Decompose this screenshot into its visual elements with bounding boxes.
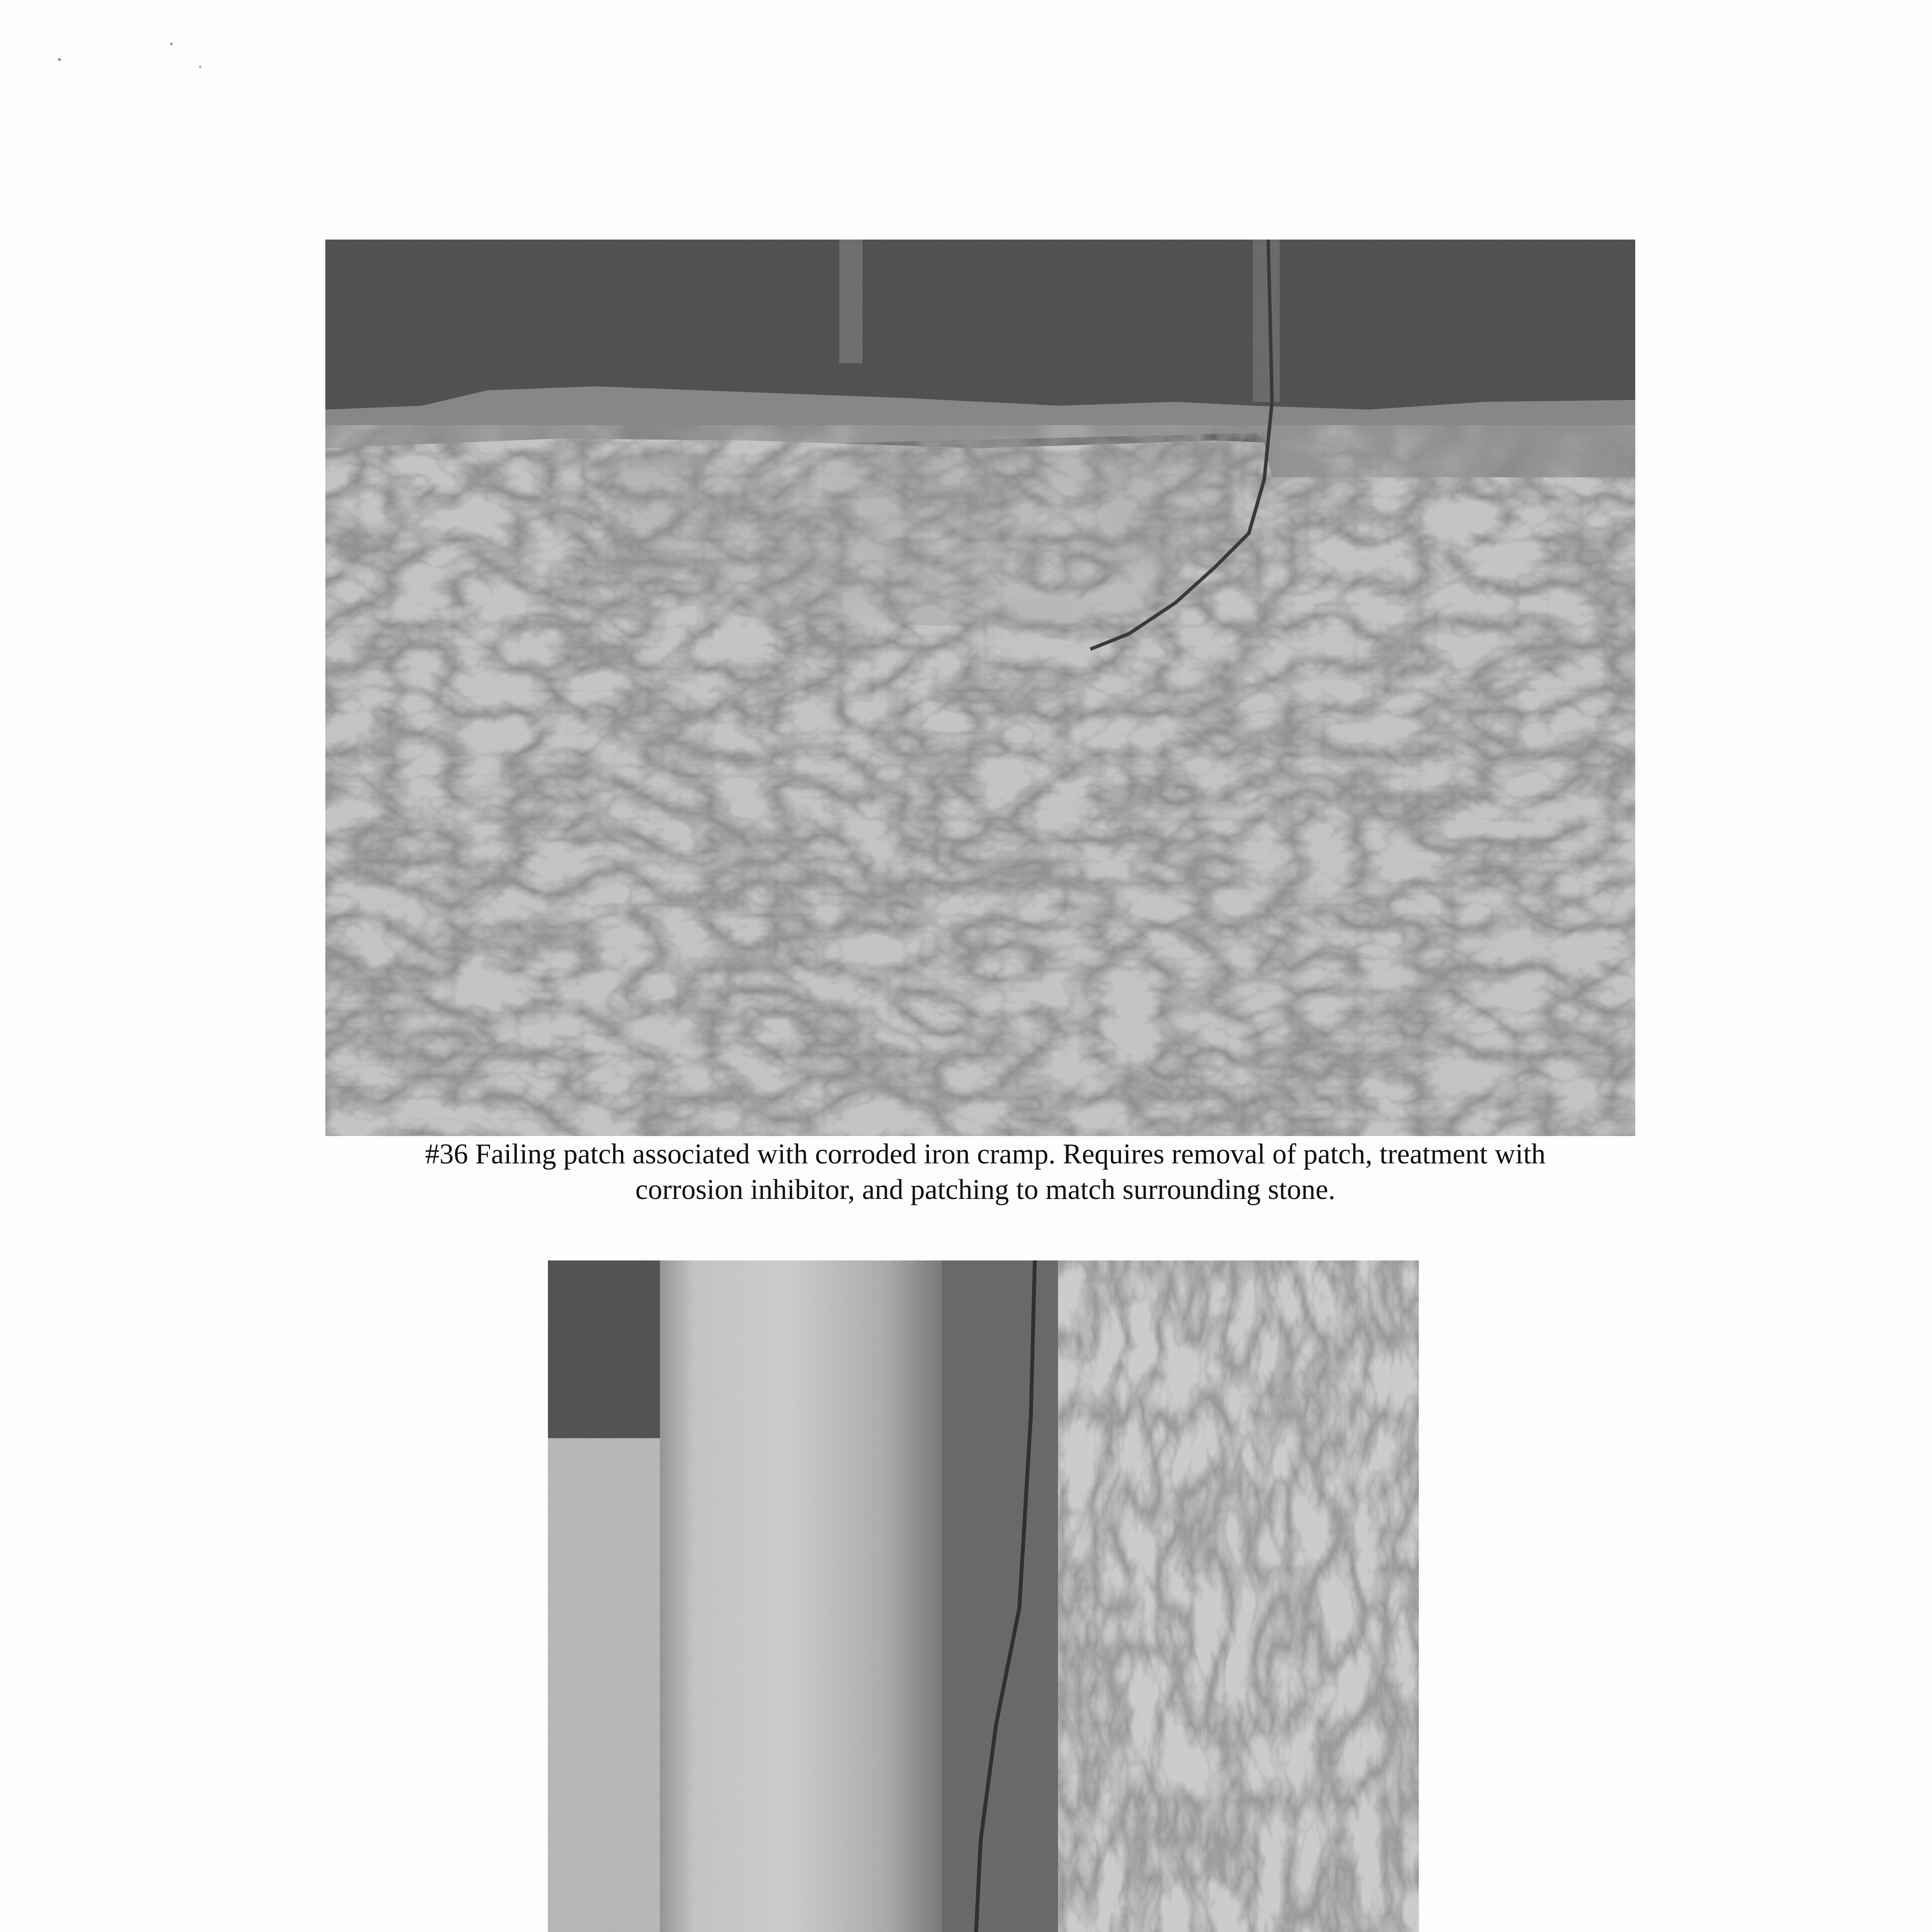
caption-figure-36-line1: #36 Failing patch associated with corroded iron cramp. Requires removal of patch, treatment with (425, 1138, 1546, 1170)
scan-speck (170, 43, 173, 45)
caption-figure-36-line2: corrosion inhibitor, and patching to match surrounding stone. (635, 1174, 1335, 1206)
photo-failing-patch (325, 240, 1635, 1136)
photo-cracked-stone-downspout-image (548, 1260, 1419, 1932)
scan-speck (58, 58, 61, 61)
photo-failing-patch-image (325, 240, 1635, 1136)
photo-cracked-stone-downspout (548, 1260, 1419, 1932)
scan-speck (199, 66, 201, 68)
